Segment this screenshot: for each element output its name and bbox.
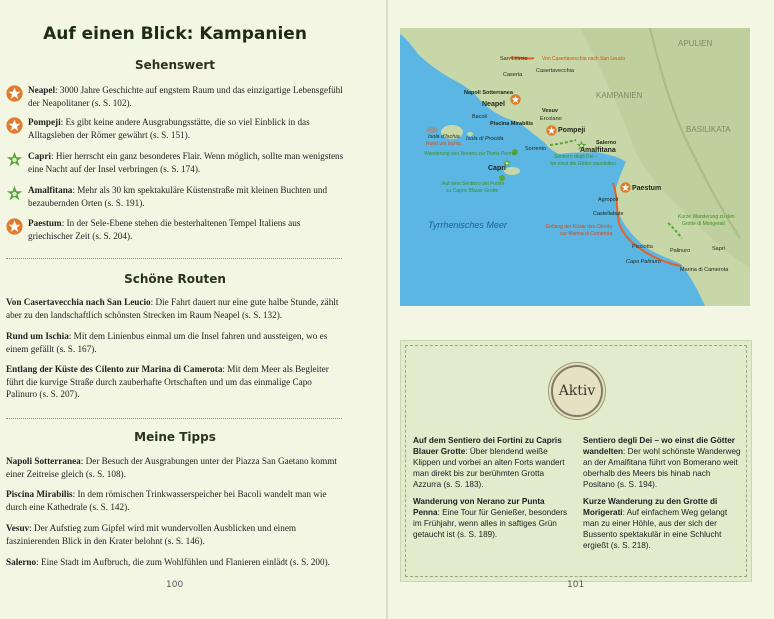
- route-item-casertavecchia: Von Casertavecchia nach San Leucio: Die Fahrt dauert nur eine gute halbe Stunde, zählt aber zu den landschaftlich schönsten Strecken im Raum Neapel (s. S. 132).: [6, 297, 339, 320]
- label-pisciotta: Pisciotta: [632, 244, 653, 250]
- label-agropoli: Agropoli: [598, 197, 619, 203]
- neapel-star-icon: [6, 85, 23, 102]
- amalfitana-leaf-star-icon: [6, 185, 23, 202]
- section-divider: [6, 418, 342, 419]
- label-castellabate: Castellabate: [593, 211, 624, 217]
- tipp-item-napoli-sotterranea: Napoli Sotterranea: Der Besuch der Ausgrabungen unter der Piazza San Gaetano kommt einer Zeitreise gleich (s. S. 108).: [6, 456, 337, 479]
- label-neapel: Neapel: [482, 101, 505, 108]
- sehenswert-item-pompeji: Pompeji: Es gibt keine andere Ausgrabungsstätte, die so viel Einblick in das Alltagsleben der Römer gewährt (s. S. 151).: [28, 117, 310, 140]
- sehenswert-heading: Sehenswert: [134, 58, 216, 72]
- pompeji-star-icon: [6, 117, 23, 134]
- capri-island: [504, 167, 520, 175]
- sehenswert-item-capri: Capri: Hier herrscht ein ganz besonderes Flair. Wenn möglich, sollte man wenigstens eine Nacht auf der Insel verbringen (s. S. 174).: [28, 151, 344, 174]
- aktiv-item-fortini: Auf dem Sentiero dei Fortini zu Capris Blauer Grotte: Über blendend weiße Klippen und vorbei an alten Forts wandert man direkt bis zur berühmten Grotta Azzurra (s. S. 183).: [413, 436, 565, 489]
- label-route-ischia: Rund um Ischia: [426, 141, 461, 147]
- page-number-left: 100: [166, 580, 184, 590]
- page-number-right: 101: [567, 580, 585, 590]
- aktiv-box: [400, 340, 752, 582]
- star-pompeji-icon: [546, 125, 556, 135]
- label-sapri: Sapri: [712, 246, 725, 252]
- label-route-cilento-1: Entlang der Küste des Cilento: [546, 224, 613, 230]
- label-route-fortini-1: Auf dem Sentiero dei Fortini: [442, 181, 504, 187]
- label-san-leucio: San Leucio: [500, 56, 528, 62]
- label-route-fortini-2: zu Capris Blauer Grotte: [446, 188, 499, 194]
- label-sorrento: Sorrento: [525, 146, 547, 152]
- label-marina-camerota: Marina di Camerota: [680, 267, 729, 273]
- label-sea: Tyrrhenisches Meer: [428, 220, 507, 230]
- map-svg: [400, 28, 750, 306]
- paestum-star-icon: [6, 218, 23, 235]
- label-capri: Capri: [488, 165, 506, 172]
- tipps-heading: Meine Tipps: [134, 430, 216, 444]
- label-casertavecchia: Casertavecchia: [536, 68, 574, 74]
- routen-heading: Schöne Routen: [124, 272, 226, 286]
- label-apulien: APULIEN: [678, 39, 713, 48]
- label-route-cilento-2: zur Marina di Camerota: [560, 231, 613, 237]
- aktiv-badge-label: Aktiv: [558, 383, 596, 399]
- label-route-kurz-2: Grotte di Morigerati: [682, 221, 725, 227]
- sehenswert-item-paestum: Paestum: In der Sele-Ebene stehen die besterhaltenen Tempel Italiens aus griechischer Zeit (s. S. 204).: [28, 218, 301, 241]
- label-paestum: Paestum: [632, 185, 662, 192]
- label-ercolano: Ercolano: [540, 116, 562, 122]
- label-basilikata: BASILIKATA: [686, 125, 731, 134]
- route-item-cilento: Entlang der Küste des Cilento zur Marina di Camerota: Mit dem Meer als Begleiter führt die kurvige Straße durch zauberhafte Ortschaften und um das einmalige Capo Palinuro (s. S. 207).: [6, 364, 329, 399]
- label-route-dei-2: wo einst die Götter wandelten: [550, 161, 616, 167]
- tipp-item-piscina-mirabilis: Piscina Mirabilis: In dem römischen Trinkwasserspeicher bei Bacoli wandelt man wie durch eine Kathedrale (s. S. 142).: [6, 489, 327, 512]
- capri-leaf-star-icon: [6, 151, 23, 168]
- aktiv-badge: [551, 365, 603, 417]
- kampanien-map: [400, 28, 750, 306]
- aktiv-column-left: [413, 435, 571, 546]
- label-salerno: Salerno: [596, 140, 617, 146]
- label-napoli-sotterranea: Napoli Sotterranea: [464, 90, 513, 96]
- label-route-nerano: Wanderung von Nerano zur Punta Penna: [424, 151, 516, 157]
- label-amalfitana: Amalfitana: [580, 147, 616, 154]
- label-isola-procida: Isola di Procida: [466, 136, 504, 142]
- sehenswert-item-neapel: Neapel: 3000 Jahre Geschichte auf engstem Raum und das einzigartige Lebensgefühl der Neapolitaner (s. S. 102).: [28, 85, 343, 108]
- label-bacoli: Bacoli: [472, 114, 487, 120]
- label-kampanien: KAMPANIEN: [596, 91, 643, 100]
- tipp-item-vesuv: Vesuv: Der Aufstieg zum Gipfel wird mit wundervollen Ausblicken und einem faszinierenden Blick in den Krater belohnt (s. S. 146).: [6, 523, 297, 546]
- tipp-item-salerno: Salerno: Eine Stadt im Aufbruch, die zum Wohlfühlen und Flanieren einlädt (s. S. 200).: [6, 557, 330, 567]
- aktiv-item-morigerati: Kurze Wanderung zu den Grotte di Morigerati: Auf einfachem Weg gelangt man zu einer Höhle, aus der sich der Bussento spektakulär in eine Schlucht ergießt (s. S. 218).: [583, 497, 728, 550]
- aktiv-item-degli-dei: Sentiero degli Dei – wo einst die Götter wandelten: Der wohl schönste Wanderweg an der Amalfitana führt von Bomerano weit oberhalb des Meers bis hinab nach Positano (s. S. 194).: [583, 436, 741, 489]
- label-caserta: Caserta: [503, 72, 523, 78]
- label-vesuv: Vesuv: [542, 108, 558, 114]
- label-route-dei-1: Sentiero degli Dei –: [554, 154, 598, 160]
- label-route-casertavecchia: Von Casertavecchia nach San Leucio: [542, 56, 626, 62]
- label-pompeji: Pompeji: [558, 127, 586, 134]
- label-route-kurz-1: Kurze Wanderung zu den: [678, 214, 735, 220]
- star-paestum-icon: [620, 182, 630, 192]
- label-capo-palinuro: Capo Palinuro: [626, 259, 661, 265]
- label-isola-ischia: Isola d'Ischia: [428, 134, 460, 140]
- left-page: [0, 0, 386, 619]
- label-piscina: Piscina Mirabilis: [490, 121, 534, 127]
- ischia-route-marker: [426, 127, 438, 133]
- page-title: Auf einen Blick: Kampanien: [43, 24, 307, 44]
- section-divider: [6, 258, 342, 259]
- aktiv-item-nerano: Wanderung von Nerano zur Punta Penna: Eine Tour für Genießer, besonders im Frühjahr, wenn alles in saftiges Grün getaucht ist (s. S. 189).: [413, 497, 568, 539]
- route-item-ischia: Rund um Ischia: Mit dem Linienbus einmal um die Insel fahren und aussteigen, wo es einem gefällt (s. S. 167).: [6, 331, 328, 354]
- aktiv-column-right: [583, 435, 741, 557]
- label-palinuro: Palinuro: [670, 248, 691, 254]
- sehenswert-item-amalfitana: Amalfitana: Mehr als 30 km spektakuläre Küstenstraße mit kleinen Buchten und bezaubernden Orten (s. S. 191).: [28, 185, 328, 208]
